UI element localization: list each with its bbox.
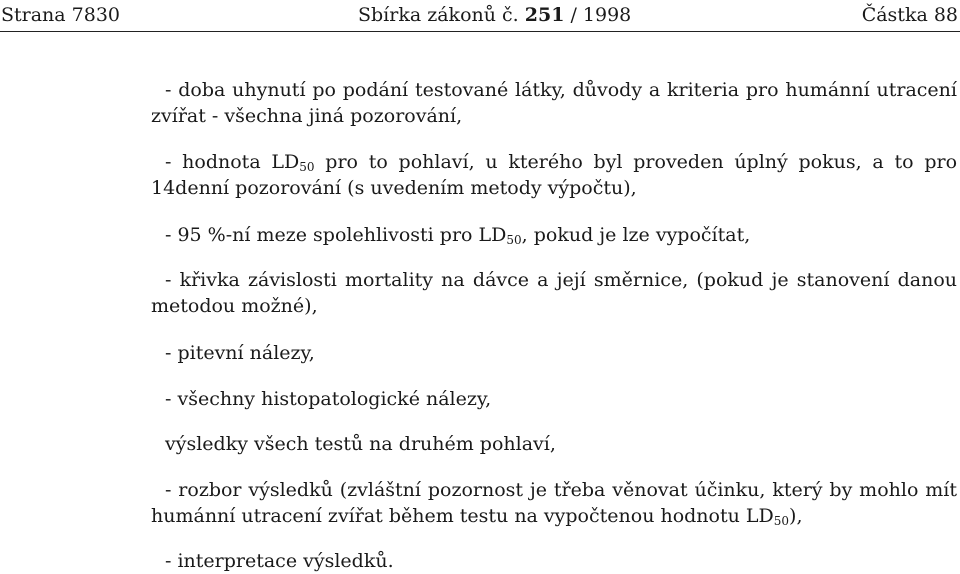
issue-number: Částka 88: [861, 4, 958, 26]
law-number: 251: [524, 4, 565, 26]
list-item: - rozbor výsledků (zvláštní pozornost je třeba věnovat účinku, který by mohlo mít humánní utracení zvířat během testu na vypočtenou hodnotu $LD_{50}$),: [151, 479, 957, 528]
year: / 1998: [564, 4, 632, 26]
page-number: Strana 7830: [1, 4, 121, 26]
collection-prefix: Sbírka zákonů č.: [358, 4, 525, 26]
list-item: - pitevní nálezy,: [165, 342, 315, 364]
list-item: - hodnota $LD_{50}$ pro to pohlaví, u kterého byl proveden úplný pokus, a to pro 14denní pozorování (s uvedením metody výpočtu),: [151, 151, 958, 199]
list-item: - interpretace výsledků.: [165, 550, 394, 572]
list-item: - 95 %-ní meze spolehlivosti pro $LD_{50}$, pokud je lze vypočítat,: [165, 224, 751, 247]
page-header: [0, 0, 960, 32]
collection-title: [358, 0, 631, 30]
list-item: - křivka závislosti mortality na dávce a její směrnice, (pokud je stanovení danou metodou možné),: [151, 269, 957, 317]
list-item: - všechny histopatologické nálezy,: [165, 388, 492, 410]
document-body: [151, 77, 958, 572]
list-item: - doba uhynutí po podání testované látky, důvody a kriteria pro humánní utracení zvířat - všechna jiná pozorování,: [151, 79, 957, 127]
list-item: výsledky všech testů na druhém pohlaví,: [165, 433, 556, 455]
